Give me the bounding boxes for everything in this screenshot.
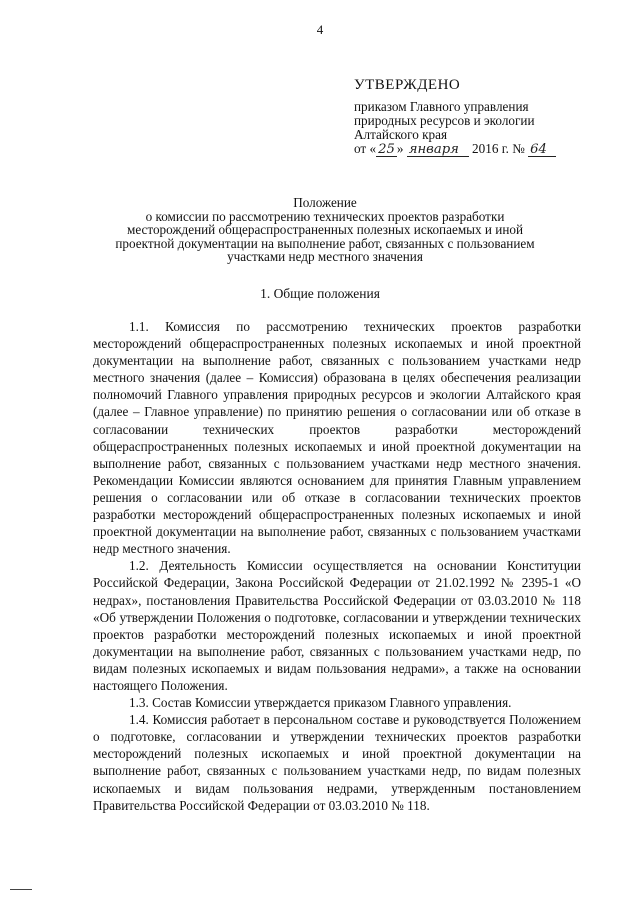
footnote-rule	[10, 889, 32, 890]
date-prefix: от «	[354, 141, 377, 156]
heading-line-1: о комиссии по рассмотрению технических проектов разработки	[145, 208, 505, 224]
paragraph-1-2: 1.2. Деятельность Комиссии осуществляется на основании Конституции Российской Федерации, Закона Российской Федерации от 21.02.1992 № 2395-1 «О недрах», постановления Правительства Российской Федерации от 03.03.2010 № 118 «Об утверждении Положения о подготовке, согласовании и утверждении технических проектов разработки месторождений полезных ископаемых и иной проектной документации на выполнение работ, связанных с пользованием участками недр, по видам полезных ископаемых и видам пользования недрами», а также на основании настоящего Положения.	[93, 558, 581, 693]
document-heading	[90, 196, 560, 264]
handwritten-month: января	[407, 144, 469, 157]
paragraph-1-3: 1.3. Состав Комиссии утверждается приказом Главного управления.	[129, 695, 512, 711]
paragraph-1-1: 1.1. Комиссия по рассмотрению технических проектов разработки месторождений общераспространенных полезных ископаемых и иной проектной документации на выполнение работ, связанных с пользованием участками недр местного значения (далее – Комиссия) образована в целях обеспечения реализации полномочий Главного управления природных ресурсов и экологии Алтайского края (далее – Главное управление) по принятию решения о согласовании или об отказе в согласовании технических проектов разработки месторождений общераспространенных полезных ископаемых и иной проектной документации на выполнение работ, связанных с пользованием участками недр местного значения. Рекомендации Комиссии являются основанием для принятия Главным управлением решения о согласовании или об отказе в согласовании технических проектов разработки месторождений общераспространенных полезных ископаемых и иной проектной документации на выполнение работ, связанных с пользованием участками недр местного значения.	[93, 319, 581, 557]
heading-line-2: месторождений общераспространенных полезных ископаемых и иной	[126, 222, 524, 238]
approval-date-line	[354, 142, 594, 157]
date-close: »	[396, 141, 404, 156]
document-body	[93, 318, 581, 814]
handwritten-day: 25	[378, 142, 395, 157]
paragraph-1-4: 1.4. Комиссия работает в персональном составе и руководствуется Положением о подготовке, согласовании и утверждении технических проектов разработки месторождений полезных ископаемых и иной проектной документации на выполнение работ, связанных с пользованием участками недр, по видам полезных ископаемых и видам пользования недрами, утвержденным постановлением Правительства Российской Федерации от 03.03.2010 № 118.	[93, 712, 581, 813]
approval-line-1: приказом Главного управления	[354, 99, 529, 114]
section-title: 1. Общие положения	[260, 286, 380, 301]
approval-line-2: природных ресурсов и экологии	[354, 113, 535, 128]
heading-line-4: участками недр местного значения	[227, 249, 423, 265]
page-number: 4	[316, 22, 324, 37]
approval-line-3: Алтайского края	[354, 127, 448, 142]
approval-stamp	[354, 78, 594, 157]
heading-title: Положение	[293, 195, 357, 210]
heading-line-3: проектной документации на выполнение работ, связанных с пользованием	[115, 235, 535, 251]
approval-title: УТВЕРЖДЕНО	[354, 77, 461, 93]
year-text: 2016 г. №	[472, 141, 525, 156]
handwritten-number: 64	[528, 144, 556, 157]
